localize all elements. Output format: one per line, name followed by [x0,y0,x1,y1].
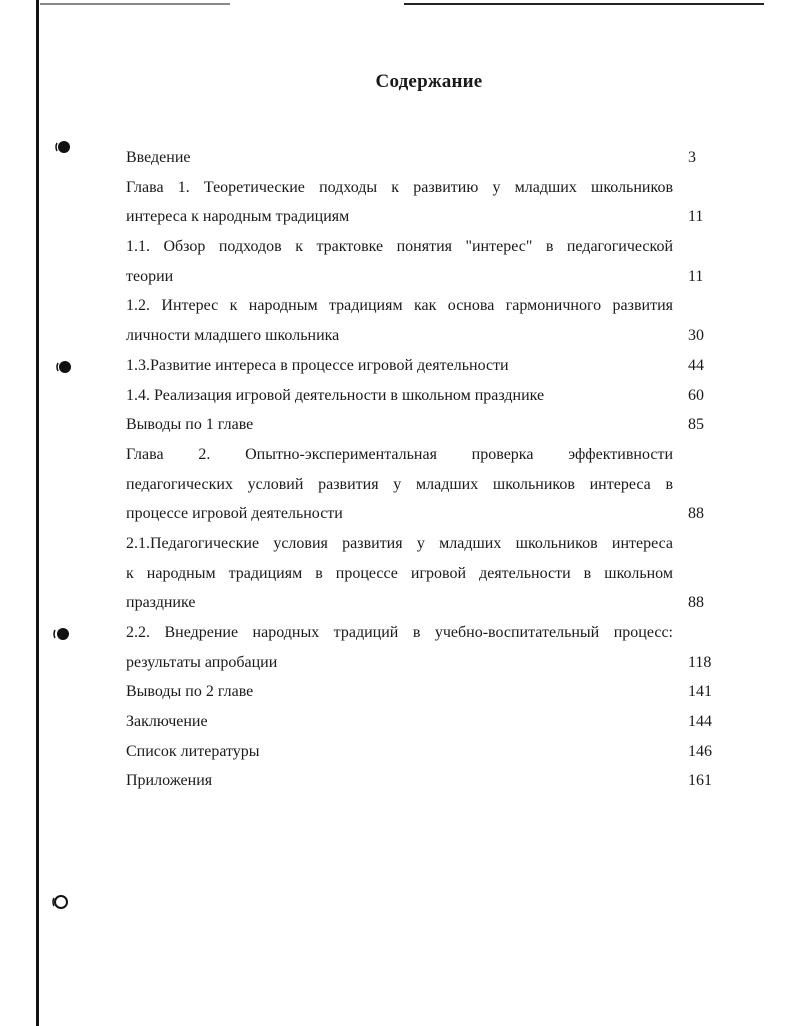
toc-page-number: 88 [688,505,704,523]
toc-entry-text: Глава 1. Теоретические подходы к развитию у младших школьников [126,178,673,196]
toc-entry-text: Выводы по 2 главе [126,683,254,701]
toc-entry-line [126,529,712,559]
toc-entry-line [126,262,712,292]
toc-entry-text: теории [126,267,174,285]
toc-page-number: 85 [688,416,704,434]
toc-entry-text: 1.2. Интерес к народным традициям как основа гармоничного развития [126,297,673,315]
toc-page-number: 11 [688,267,704,285]
scan-left-border [36,0,39,1026]
toc-page-number: 88 [688,594,704,612]
toc-entry-text: 1.4. Реализация игровой деятельности в школьном празднике [126,386,545,404]
toc-entry-text: Список литературы [126,742,260,760]
toc-entry-line [126,618,712,648]
toc-page-number: 141 [688,683,712,701]
toc-entry-text: личности младшего школьника [126,327,340,345]
toc-entry-line [126,499,712,529]
toc-entry-line [126,559,712,589]
toc-entry-line [126,737,712,767]
toc-page-number: 118 [688,653,712,671]
toc-entry-line [126,202,712,232]
toc-entry-line [126,588,712,618]
toc-entry-text: результаты апробации [126,653,278,671]
toc-entry-text: празднике [126,594,196,612]
table-of-contents [126,143,712,796]
toc-entry-text: 2.1.Педагогические условия развития у младших школьников интереса [126,534,673,552]
punch-hole-mark-icon [54,137,74,157]
punch-hole-mark-icon [52,624,72,644]
toc-entry-text: Выводы по 1 главе [126,416,254,434]
toc-entry-text: 2.2. Внедрение народных традиций в учебно-воспитательный процесс: [126,624,673,641]
toc-entry-text: Введение [126,149,191,166]
punch-hole-mark-icon [51,892,71,912]
toc-entry-text: процессе игровой деятельности [126,505,343,523]
toc-entry-line [126,143,712,173]
toc-entry-line [126,766,712,796]
toc-entry-line [126,173,712,203]
toc-entry-text: к народным традициям в процессе игровой деятельности в школьном [126,564,673,582]
toc-entry-line [126,440,712,470]
toc-entry-text: Глава 2. Опытно-экспериментальная проверка эффективности [126,445,673,463]
toc-entry-text: 1.3.Развитие интереса в процессе игровой деятельности [126,356,509,374]
toc-entry-line [126,410,712,440]
toc-page-number: 11 [688,208,704,226]
scan-top-rule [40,3,230,5]
toc-entry-text: педагогических условий развития у младших школьников интереса в [126,475,673,493]
toc-entry-line [126,232,712,262]
toc-page-number: 30 [688,327,704,345]
toc-entry-line [126,470,712,500]
toc-entry-text: Приложения [126,772,213,790]
toc-entry-line [126,321,712,351]
toc-page-number: 3 [688,149,696,166]
toc-page-number: 44 [688,356,704,374]
toc-entry-text: интереса к народным традициям [126,208,350,226]
toc-entry-line [126,707,712,737]
toc-page-number: 161 [688,772,712,790]
scan-top-rule [404,3,764,5]
toc-entry-text: Заключение [126,713,208,731]
toc-page-number: 144 [688,713,712,731]
page-title: Содержание [375,71,483,92]
toc-page-number: 60 [688,386,704,404]
toc-entry-line [126,351,712,381]
toc-entry-text: 1.1. Обзор подходов к трактовке понятия "интерес" в педагогической [126,238,673,256]
toc-entry-line [126,291,712,321]
toc-entry-line [126,381,712,411]
toc-entry-line [126,648,712,678]
punch-hole-mark-icon [55,357,75,377]
toc-entry-line [126,677,712,707]
toc-page-number: 146 [688,742,712,760]
